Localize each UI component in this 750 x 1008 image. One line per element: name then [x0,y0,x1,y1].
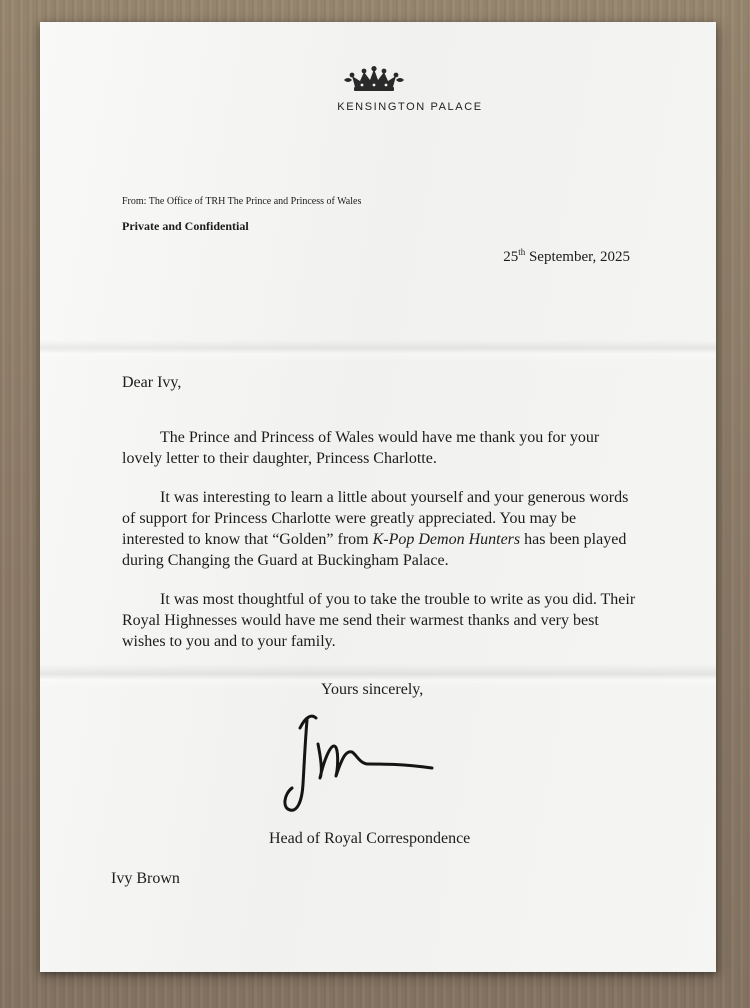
classification-label: Private and Confidential [122,219,249,233]
letter-body [122,427,642,670]
paragraph-support: It was interesting to learn a little about yourself and your generous words of support for Princess Charlotte were greatly appreciated. You may be interested to know that “Golden” from K-Pop Demon Hunters has been played during Changing the Guard at Buckingham Palace. [122,489,629,569]
paragraph-closing-wishes: It was most thoughtful of you to take the trouble to write as you did. Their Royal Highnesses would have me send their warmest thanks and very best wishes to you and to your family. [122,591,636,650]
letter-date: 25th September, 2025 [503,247,630,265]
handwritten-signature [276,706,476,816]
song-source-title: K-Pop Demon Hunters [372,531,521,548]
salutation: Dear Ivy, [122,374,182,391]
organisation-name: KENSINGTON PALACE [337,101,483,113]
closing-line: Yours sincerely, [321,681,424,698]
crown-crest-icon [342,66,406,94]
recipient-name: Ivy Brown [111,870,180,887]
paragraph-thanks: The Prince and Princess of Wales would have me thank you for your lovely letter to their daughter, Princess Charlotte. [122,429,600,467]
from-line: From: The Office of TRH The Prince and Princess of Wales [122,196,362,207]
letter-sheet [40,22,716,972]
signer-title: Head of Royal Correspondence [269,830,471,847]
